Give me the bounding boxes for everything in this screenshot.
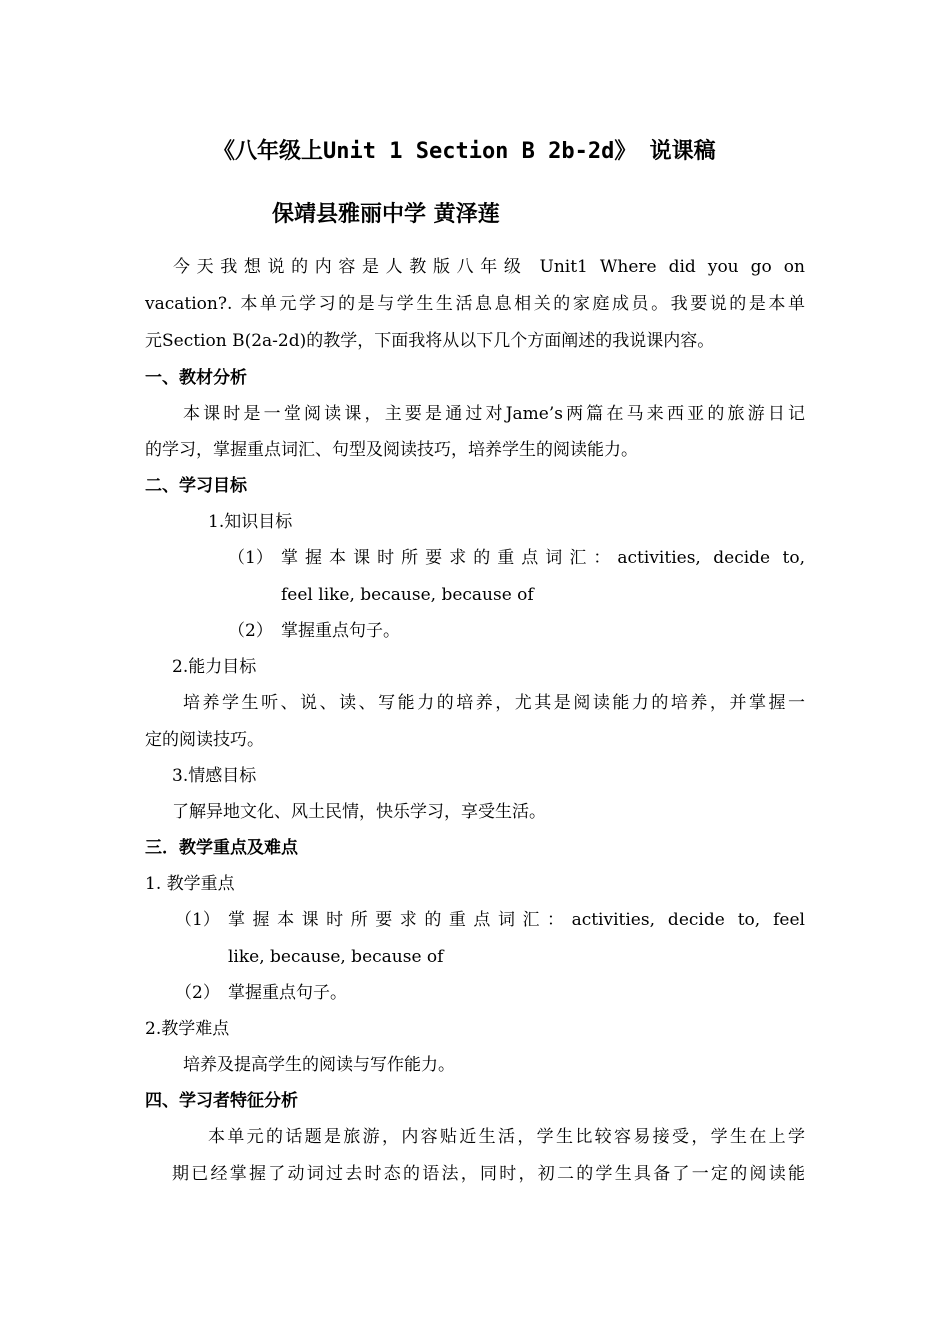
learner-line-1: 本单元的话题是旅游，内容贴近生活，学生比较容易接受，学生在上学 bbox=[208, 1127, 805, 1147]
key-item-1-line-2: like, because, because of bbox=[228, 947, 444, 967]
knowledge-item-1-number: （1） bbox=[228, 548, 273, 568]
emotion-goal-text: 了解异地文化、风土民情，快乐学习，享受生活。 bbox=[172, 802, 546, 822]
key-item-2-number: （2） bbox=[175, 983, 220, 1003]
key-item-1-number: （1） bbox=[175, 910, 220, 930]
document-title: 《八年级上Unit 1 Section B 2b-2d》 说课稿 bbox=[213, 139, 716, 164]
emotion-goal-heading: 3.情感目标 bbox=[172, 766, 257, 786]
intro-line-2: vacation?. 本单元学习的是与学生生活息息相关的家庭成员。我要说的是本单 bbox=[145, 294, 805, 314]
section-heading-learner-analysis: 四、学习者特征分析 bbox=[145, 1091, 298, 1111]
difficulty-heading: 2.教学难点 bbox=[145, 1019, 230, 1039]
difficulty-text: 培养及提高学生的阅读与写作能力。 bbox=[183, 1055, 455, 1075]
ability-line-1: 培养学生听、说、读、写能力的培养，尤其是阅读能力的培养，并掌握一 bbox=[183, 693, 805, 713]
key-item-2-text: 掌握重点句子。 bbox=[228, 983, 347, 1003]
intro-line-1: 今天我想说的内容是人教版八年级 Unit1 Where did you go on bbox=[173, 257, 805, 277]
knowledge-goal-heading: 1.知识目标 bbox=[208, 512, 293, 532]
ability-goal-heading: 2.能力目标 bbox=[172, 657, 257, 677]
author-line: 保靖县雅丽中学 黄泽莲 bbox=[272, 202, 500, 227]
textbook-line-1: 本课时是一堂阅读课，主要是通过对Jame’s两篇在马来西亚的旅游日记 bbox=[183, 404, 805, 424]
key-points-heading: 1. 教学重点 bbox=[145, 874, 235, 894]
section-heading-textbook-analysis: 一、教材分析 bbox=[145, 368, 247, 388]
ability-line-2: 定的阅读技巧。 bbox=[145, 730, 264, 750]
intro-line-3: 元Section B(2a-2d)的教学，下面我将从以下几个方面阐述的我说课内容。 bbox=[145, 331, 715, 351]
knowledge-item-2-text: 掌握重点句子。 bbox=[281, 621, 400, 641]
knowledge-item-2-number: （2） bbox=[228, 621, 273, 641]
section-heading-key-points: 三．教学重点及难点 bbox=[145, 838, 298, 858]
knowledge-item-1-line-1: 掌握本课时所要求的重点词汇：activities, decide to, bbox=[281, 548, 805, 568]
key-item-1-line-1: 掌握本课时所要求的重点词汇：activities, decide to, feel bbox=[228, 910, 805, 930]
textbook-line-2: 的学习，掌握重点词汇、句型及阅读技巧，培养学生的阅读能力。 bbox=[145, 440, 638, 460]
knowledge-item-1-line-2: feel like, because, because of bbox=[281, 585, 534, 605]
learner-line-2: 期已经掌握了动词过去时态的语法，同时，初二的学生具备了一定的阅读能 bbox=[172, 1164, 805, 1184]
section-heading-learning-goals: 二、学习目标 bbox=[145, 476, 247, 496]
